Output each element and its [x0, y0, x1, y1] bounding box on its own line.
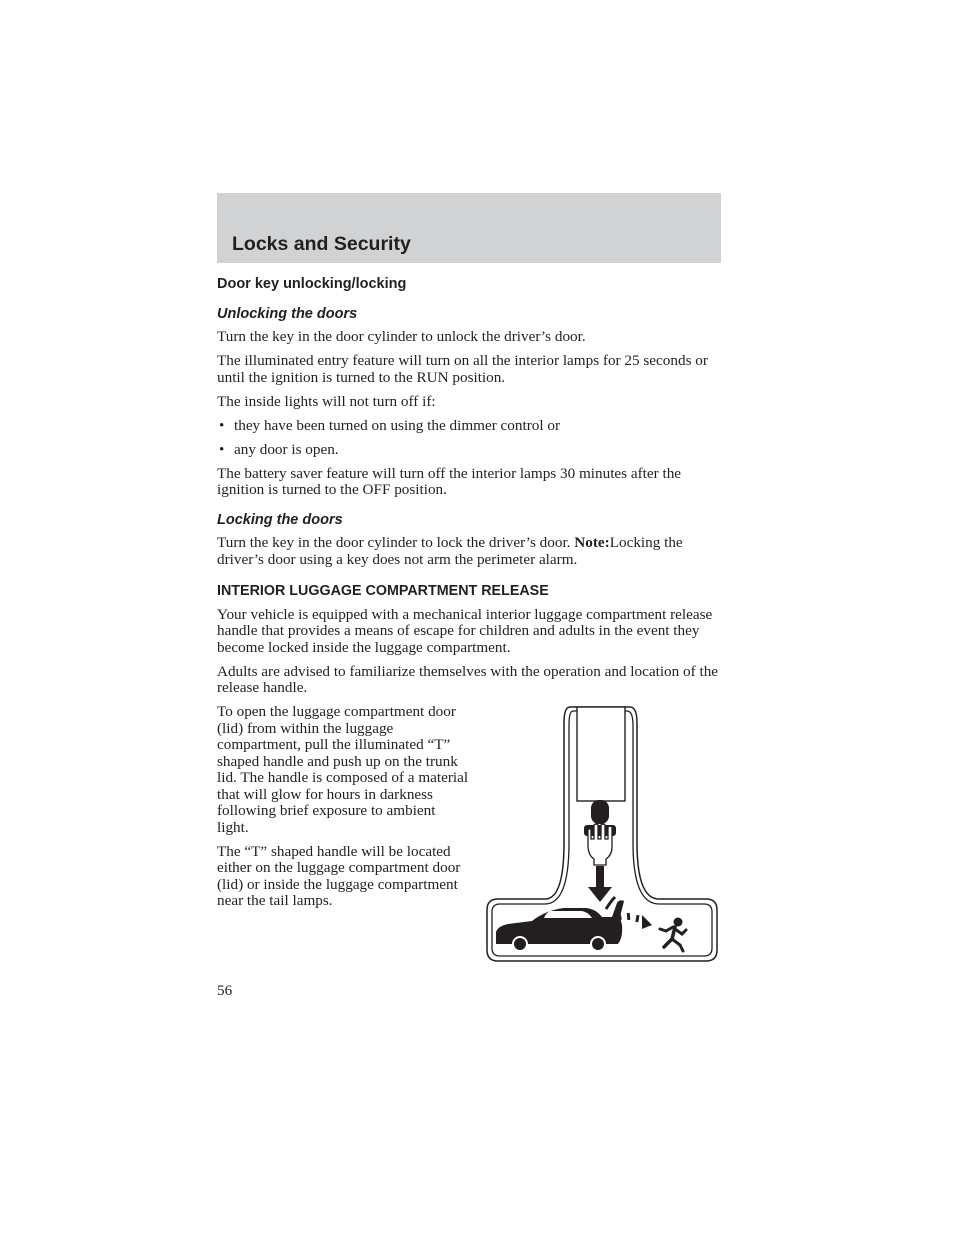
page-title: Locks and Security: [232, 233, 411, 255]
page-number: 56: [217, 982, 233, 999]
paragraph: The “T” shaped handle will be located either on the luggage compartment door (lid) or inside the luggage compartment near the tail lamps.: [217, 842, 461, 909]
paragraph: Adults are advised to familiarize themselves with the operation and location of the release handle.: [217, 662, 719, 696]
note-label: Note:: [574, 534, 610, 551]
paragraph: The inside lights will not turn off if:: [217, 392, 436, 410]
subheading-locking: Locking the doors: [217, 511, 343, 528]
paragraph: The illuminated entry feature will turn on all the interior lamps for 25 seconds or until the ignition is turned to the RUN position.: [217, 352, 708, 386]
list-item: • they have been turned on using the dimmer control or: [219, 416, 561, 434]
bullet-list: [217, 418, 723, 459]
subheading-unlocking: Unlocking the doors: [217, 305, 358, 322]
bullet-icon: •: [219, 416, 225, 434]
trunk-release-handle-icon: [484, 703, 720, 965]
paragraph-locking: Turn the key in the door cylinder to lock the driver’s door. Note:Locking the driver’s door using a key does not arm the perimeter alarm.: [217, 534, 683, 568]
section-heading-luggage-release: INTERIOR LUGGAGE COMPARTMENT RELEASE: [217, 583, 549, 599]
header-band: [217, 193, 721, 263]
section-heading-door-key: Door key unlocking/locking: [217, 276, 407, 292]
paragraph: To open the luggage compartment door (lid) from within the luggage compartment, pull the illuminated “T” shaped handle and push up on the trunk lid. The handle is composed of a material that will glow for hours in darkness following brief exposure to ambient light.: [217, 703, 469, 836]
list-item: • any door is open.: [219, 440, 339, 458]
bullet-icon: •: [219, 440, 225, 458]
paragraph: Turn the key in the door cylinder to unlock the driver’s door.: [217, 328, 586, 345]
paragraph: Your vehicle is equipped with a mechanical interior luggage compartment release handle that provides a means of escape for children and adults in the event they become locked inside the luggage compartment.: [217, 605, 713, 656]
paragraph: The battery saver feature will turn off the interior lamps 30 minutes after the ignition is turned to the OFF position.: [217, 464, 682, 498]
